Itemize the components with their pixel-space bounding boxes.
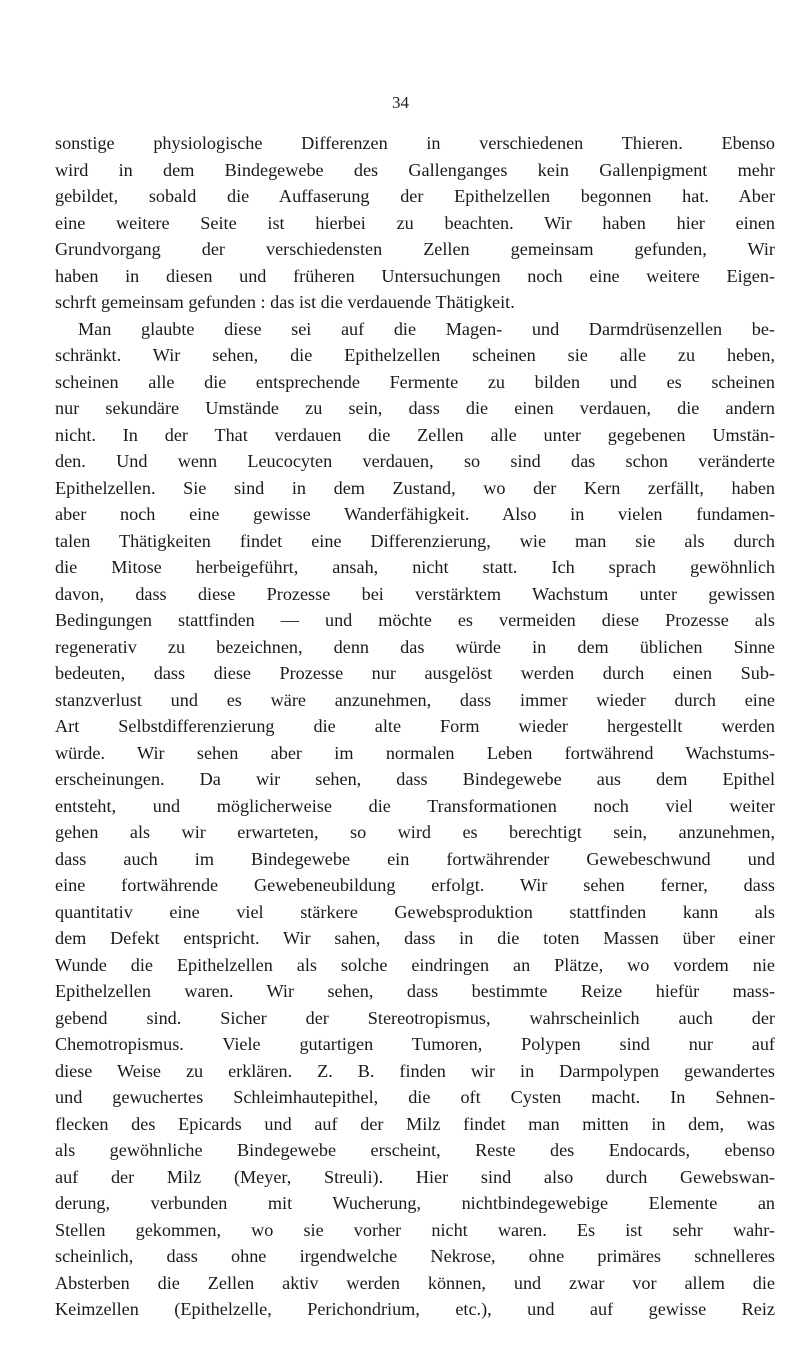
text-line: scheinlich, dass ohne irgendwelche Nekrose, ohne primäres schnelleres: [55, 1246, 775, 1266]
text-line: als gewöhnliche Bindegewebe erscheint, Reste des Endocards, ebenso: [55, 1140, 775, 1160]
text-line: die Mitose herbeigeführt, ansah, nicht statt. Ich sprach gewöhnlich: [55, 557, 775, 577]
text-line: nur sekundäre Umstände zu sein, dass die einen verdauen, die andern: [55, 398, 775, 418]
text-line: Bedingungen stattfinden — und möchte es vermeiden diese Prozesse als: [55, 610, 775, 630]
text-line: den. Und wenn Leucocyten verdauen, so sind das schon veränderte: [55, 451, 775, 471]
text-line: gebildet, sobald die Auffaserung der Epithelzellen begonnen hat. Aber: [55, 186, 775, 206]
text-line: Wunde die Epithelzellen als solche eindringen an Plätze, wo vordem nie: [55, 954, 775, 975]
text-line: Keimzellen (Epithelzelle, Perichondrium, etc.), und auf gewisse Reiz: [55, 1299, 775, 1319]
text-line: diese Weise zu erklären. Z. B. finden wir in Darmpolypen gewandertes: [55, 1060, 775, 1081]
text-line: schrft gemeinsam gefunden : das ist die verdauende Thätigkeit.: [55, 292, 515, 312]
body-text: [55, 130, 775, 1323]
text-line: und gewuchertes Schleimhautepithel, die oft Cysten macht. In Sehnen-: [55, 1087, 775, 1107]
text-line: derung, verbunden mit Wucherung, nichtbindegewebige Elemente an: [55, 1193, 775, 1213]
text-line: talen Thätigkeiten findet eine Differenzierung, wie man sie als durch: [55, 530, 775, 551]
text-line: würde. Wir sehen aber im normalen Leben fortwährend Wachstums-: [55, 742, 775, 763]
text-line: Epithelzellen waren. Wir sehen, dass bestimmte Reize hiefür mass-: [55, 981, 775, 1001]
text-line: stanzverlust und es wäre anzunehmen, dass immer wieder durch eine: [55, 689, 775, 710]
text-line: aber noch eine gewisse Wanderfähigkeit. Also in vielen fundamen-: [55, 504, 775, 524]
text-line: quantitativ eine viel stärkere Gewebsproduktion stattfinden kann als: [55, 901, 775, 922]
text-line: scheinen alle die entsprechende Fermente zu bilden und es scheinen: [55, 371, 775, 392]
text-line: Chemotropismus. Viele gutartigen Tumoren, Polypen sind nur auf: [55, 1034, 775, 1054]
text-line: davon, dass diese Prozesse bei verstärktem Wachstum unter gewissen: [55, 583, 775, 604]
text-line: auf der Milz (Meyer, Streuli). Hier sind also durch Gewebswan-: [55, 1166, 775, 1187]
text-line: bedeuten, dass diese Prozesse nur ausgelöst werden durch einen Sub-: [55, 663, 775, 683]
text-line: dass auch im Bindegewebe ein fortwährender Gewebeschwund und: [55, 848, 775, 869]
text-line: regenerativ zu bezeichnen, denn das würde in dem üblichen Sinne: [55, 636, 775, 657]
text-line: Epithelzellen. Sie sind in dem Zustand, wo der Kern zerfällt, haben: [55, 477, 775, 498]
text-line: Man glaubte diese sei auf die Magen- und Darmdrüsenzellen be-: [78, 318, 775, 339]
text-line: erscheinungen. Da wir sehen, dass Bindegewebe aus dem Epithel: [55, 769, 775, 789]
text-line: gehen als wir erwarteten, so wird es berechtigt sein, anzunehmen,: [55, 822, 775, 842]
text-line: nicht. In der That verdauen die Zellen alle unter gegebenen Umstän-: [55, 424, 775, 445]
text-line: flecken des Epicards und auf der Milz findet man mitten in dem, was: [55, 1113, 775, 1134]
text-line: Stellen gekommen, wo sie vorher nicht waren. Es ist sehr wahr-: [55, 1219, 775, 1240]
text-line: entsteht, und möglicherweise die Transformationen noch viel weiter: [55, 795, 775, 816]
text-line: dem Defekt entspricht. Wir sahen, dass in die toten Massen über einer: [55, 928, 775, 948]
page-number: 34: [392, 93, 409, 112]
text-line: sonstige physiologische Differenzen in verschiedenen Thieren. Ebenso: [55, 133, 775, 153]
text-line: eine fortwährende Gewebeneubildung erfolgt. Wir sehen ferner, dass: [55, 875, 775, 895]
text-line: Absterben die Zellen aktiv werden können, und zwar vor allem die: [55, 1272, 775, 1293]
text-line: wird in dem Bindegewebe des Gallenganges kein Gallenpigment mehr: [55, 159, 775, 180]
text-line: gebend sind. Sicher der Stereotropismus, wahrscheinlich auch der: [55, 1007, 775, 1028]
text-line: schränkt. Wir sehen, die Epithelzellen scheinen sie alle zu heben,: [55, 345, 775, 365]
text-line: Art Selbstdifferenzierung die alte Form wieder hergestellt werden: [55, 716, 775, 736]
text-line: eine weitere Seite ist hierbei zu beachten. Wir haben hier einen: [55, 212, 775, 233]
text-line: haben in diesen und früheren Untersuchungen noch eine weitere Eigen-: [55, 265, 775, 286]
text-line: Grundvorgang der verschiedensten Zellen gemeinsam gefunden, Wir: [55, 239, 775, 259]
